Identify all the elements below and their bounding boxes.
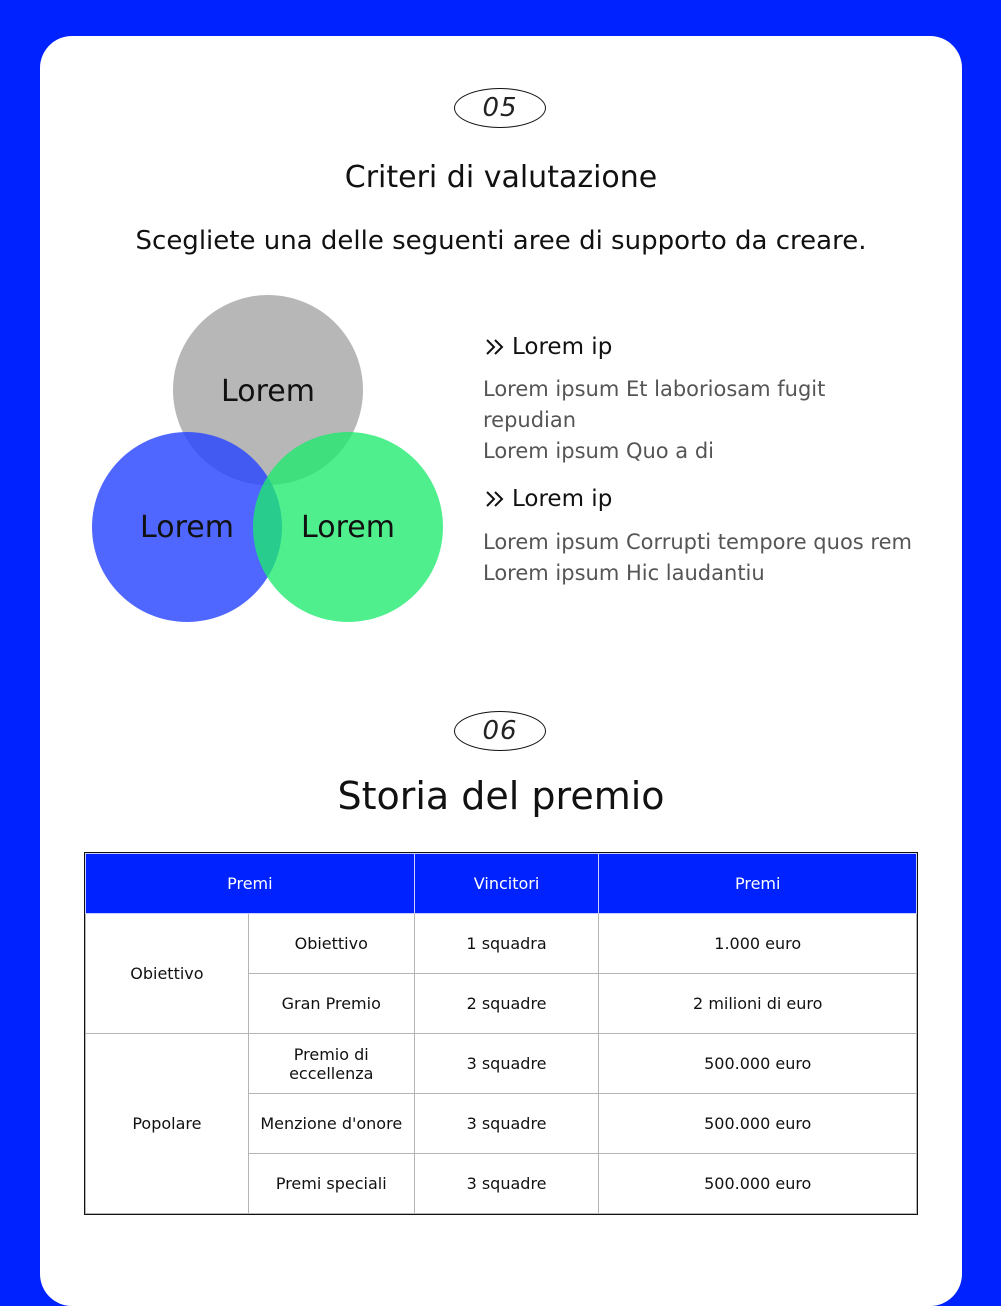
- item-line: Lorem ipsum Quo a di: [483, 439, 715, 463]
- award-cell: Premi speciali: [248, 1154, 414, 1214]
- header-cell: Premi: [86, 854, 415, 914]
- section-title: Storia del premio: [337, 774, 665, 818]
- prize-cell: 500.000 euro: [599, 1034, 917, 1094]
- prize-cell: 500.000 euro: [599, 1094, 917, 1154]
- prize-cell: 500.000 euro: [599, 1154, 917, 1214]
- double-chevron-right-icon: [484, 489, 506, 509]
- section-number-badge: [454, 711, 546, 751]
- content-card: [40, 36, 962, 1306]
- item-heading-text: Lorem ip: [512, 334, 613, 360]
- header-cell: Vincitori: [414, 854, 599, 914]
- item-heading-text: Lorem ip: [512, 486, 613, 512]
- prize-cell: 2 milioni di euro: [599, 974, 917, 1034]
- item-line: Lorem ipsum Corrupti tempore quos rem: [483, 530, 912, 554]
- prize-cell: 1.000 euro: [599, 914, 917, 974]
- category-cell: Popolare: [86, 1034, 249, 1214]
- category-cell: Obiettivo: [86, 914, 249, 1034]
- award-cell: Menzione d'onore: [248, 1094, 414, 1154]
- venn-label-left: Lorem: [140, 510, 234, 545]
- winners-cell: 3 squadre: [414, 1094, 599, 1154]
- item-line: Lorem ipsum Hic laudantiu: [483, 561, 765, 585]
- double-chevron-right-icon: [484, 337, 506, 357]
- award-cell: Obiettivo: [248, 914, 414, 974]
- section-number: 06: [482, 716, 518, 746]
- venn-label-top: Lorem: [221, 374, 315, 409]
- item-description: [483, 527, 923, 589]
- table-row: [86, 914, 917, 974]
- winners-cell: 2 squadre: [414, 974, 599, 1034]
- award-history-table: [85, 853, 917, 1214]
- award-cell: Gran Premio: [248, 974, 414, 1034]
- item-heading: [484, 334, 612, 360]
- section-number-badge: [454, 88, 546, 128]
- header-cell: Premi: [599, 854, 917, 914]
- section-subtitle: Scegliete una delle seguenti aree di supporto da creare.: [135, 226, 867, 256]
- item-line: Lorem ipsum Et laboriosam fugit repudian: [483, 377, 826, 432]
- winners-cell: 1 squadra: [414, 914, 599, 974]
- item-description: [483, 374, 923, 467]
- winners-cell: 3 squadre: [414, 1034, 599, 1094]
- table-row: [86, 1034, 917, 1094]
- section-number: 05: [482, 93, 518, 123]
- winners-cell: 3 squadre: [414, 1154, 599, 1214]
- venn-diagram: [92, 295, 444, 625]
- venn-label-right: Lorem: [301, 510, 395, 545]
- section-title: Criteri di valutazione: [344, 160, 658, 195]
- item-heading: [484, 486, 612, 512]
- award-cell: Premio di eccellenza: [248, 1034, 414, 1094]
- table-header-row: [86, 854, 917, 914]
